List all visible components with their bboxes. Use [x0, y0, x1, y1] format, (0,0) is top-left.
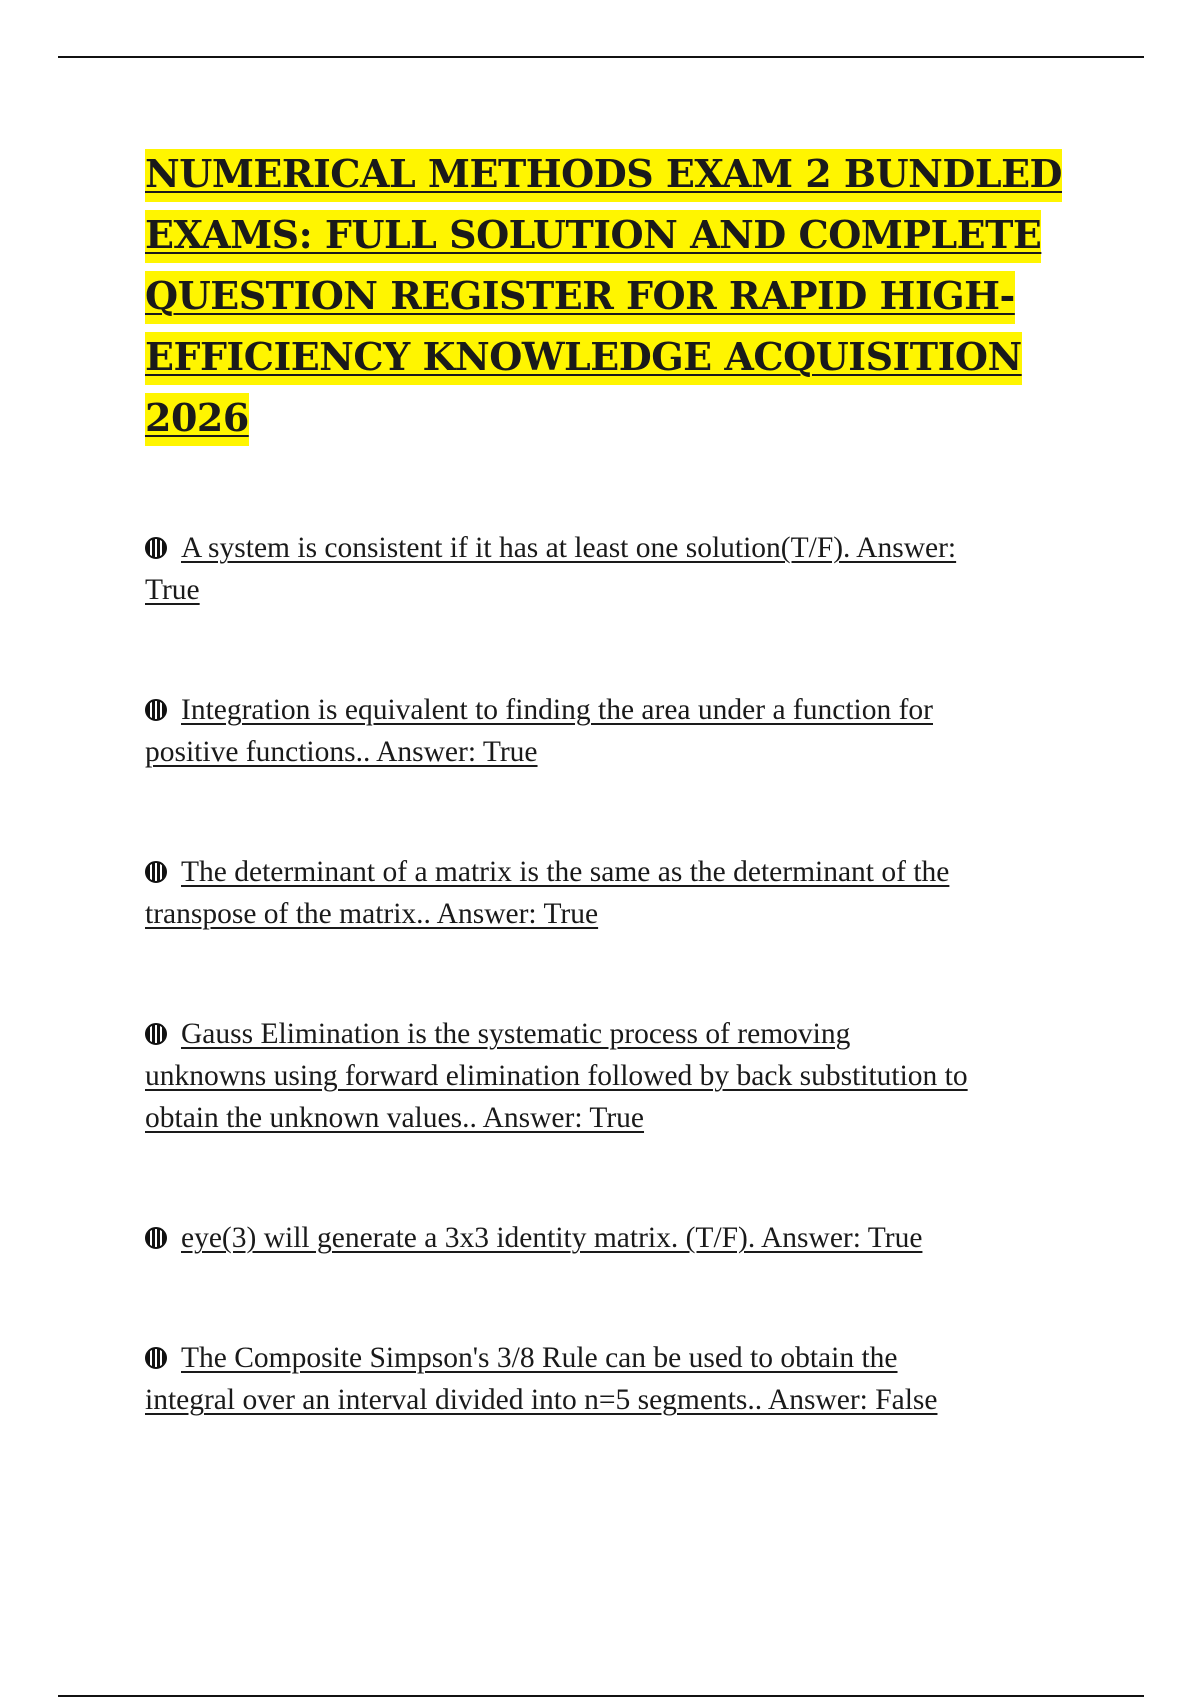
bullet-icon: [145, 1347, 167, 1369]
top-rule: [58, 56, 1144, 58]
qa-item-4: [145, 1013, 1065, 1139]
bullet-icon: [145, 537, 167, 559]
qa-line: obtain the unknown values.. Answer: True: [145, 1102, 645, 1134]
qa-line: positive functions.. Answer: True: [145, 736, 538, 768]
qa-line: The Composite Simpson's 3/8 Rule can be used to obtain the: [145, 1337, 1065, 1379]
bullet-icon: [145, 1023, 167, 1045]
qa-line: eye(3) will generate a 3x3 identity matrix. (T/F). Answer: True: [145, 1217, 1065, 1259]
qa-item-2: [145, 689, 1065, 773]
qa-line: unknowns using forward elimination followed by back substitution to: [145, 1060, 968, 1092]
qa-line: True: [145, 574, 200, 606]
document-title: [145, 143, 1062, 448]
title-line: NUMERICAL METHODS EXAM 2 BUNDLED: [145, 143, 1025, 204]
qa-line: A system is consistent if it has at least one solution(T/F). Answer:: [145, 527, 1065, 569]
qa-line: integral over an interval divided into n=5 segments.. Answer: False: [145, 1384, 938, 1416]
title-line: EFFICIENCY KNOWLEDGE ACQUISITION: [145, 326, 1025, 387]
bullet-icon: [145, 861, 167, 883]
title-line: QUESTION REGISTER FOR RAPID HIGH-: [145, 265, 1025, 326]
qa-line: The determinant of a matrix is the same as the determinant of the: [145, 851, 1065, 893]
qa-line: Gauss Elimination is the systematic process of removing: [145, 1013, 1065, 1055]
bottom-rule: [58, 1695, 1144, 1697]
qa-item-1: [145, 527, 1065, 611]
title-line: 2026: [145, 387, 1025, 448]
qa-item-3: [145, 851, 1065, 935]
bullet-icon: [145, 699, 167, 721]
bullet-icon: [145, 1227, 167, 1249]
qa-line: Integration is equivalent to finding the area under a function for: [145, 689, 1065, 731]
qa-line: transpose of the matrix.. Answer: True: [145, 898, 599, 930]
qa-item-5: [145, 1217, 1065, 1259]
qa-item-6: [145, 1337, 1065, 1421]
title-line: EXAMS: FULL SOLUTION AND COMPLETE: [145, 204, 1025, 265]
